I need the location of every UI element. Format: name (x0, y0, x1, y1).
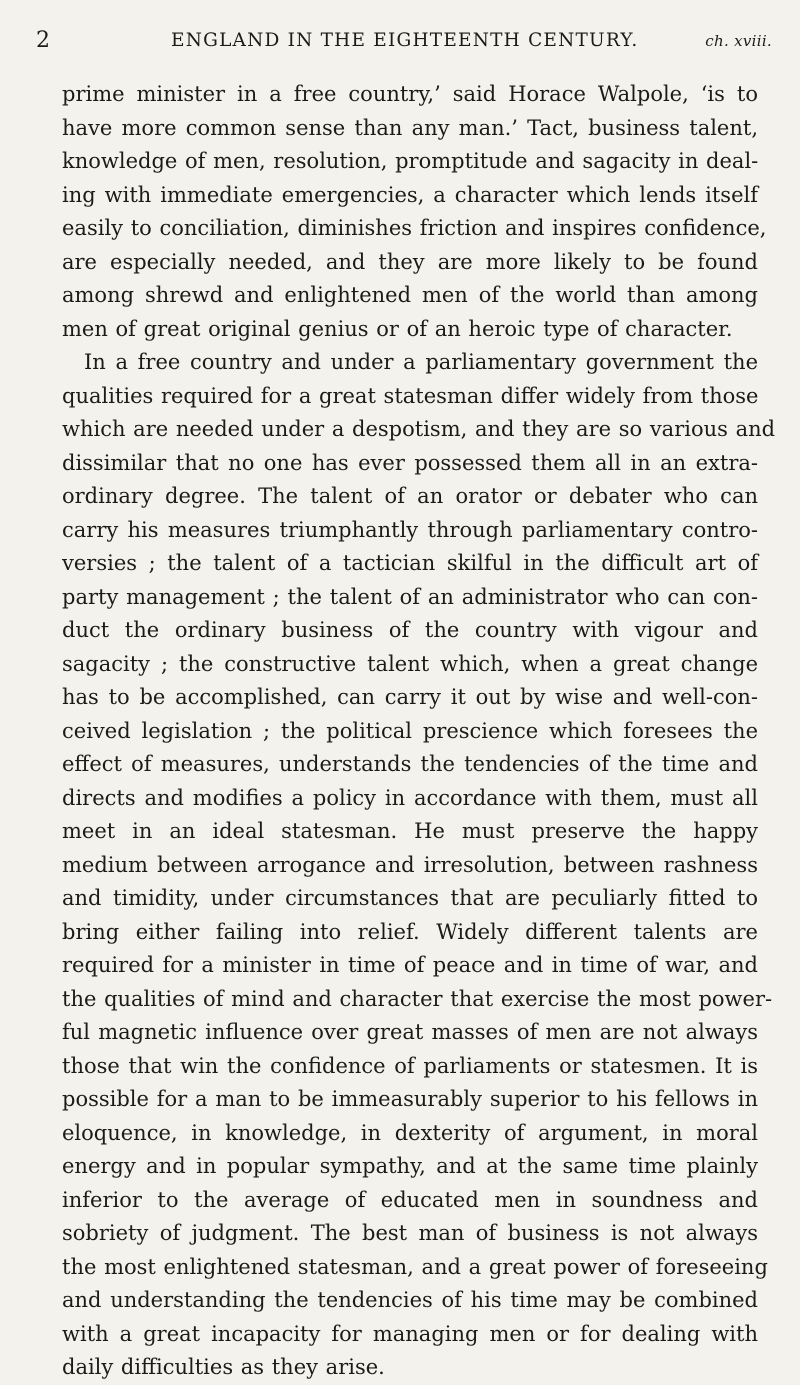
text-line: which are needed under a despotism, and they are so various and (62, 417, 776, 441)
text-line: ful magnetic influence over great masses of men are not always (62, 1020, 758, 1044)
text-line: have more common sense than any man.’ Tact, business talent, (62, 115, 758, 140)
text-line: required for a minister in time of peace and in time of war, and (62, 953, 758, 977)
text-line: eloquence, in knowledge, in dexterity of argument, in moral (62, 1120, 758, 1145)
text-line: those that win the confidence of parliaments or statesmen. It is (62, 1053, 758, 1078)
text-line: are especially needed, and they are more likely to be found (62, 249, 758, 274)
text-line: ing with immediate emergencies, a character which lends itself (62, 182, 758, 207)
text-line: sobriety of judgment. The best man of business is not always (62, 1221, 758, 1245)
text-line: medium between arrogance and irresolution, between rashness (62, 852, 758, 877)
text-line: party management ; the talent of an administrator who can con- (62, 584, 758, 609)
text-line: versies ; the talent of a tactician skilful in the difficult art of (62, 551, 758, 575)
text-line: effect of measures, understands the tendencies of the time and (62, 752, 758, 776)
text-line: the qualities of mind and character that exercise the most power- (62, 986, 773, 1011)
text-line: ceived legislation ; the political prescience which foresees the (62, 718, 758, 743)
page-number: 2 (36, 28, 51, 53)
text-line: ordinary degree. The talent of an orator or debater who can (62, 484, 758, 508)
chapter-reference: ch. xviii. (705, 32, 772, 50)
text-line: knowledge of men, resolution, promptitude and sagacity in deal- (62, 149, 759, 173)
text-line: with a great incapacity for managing men or for dealing with (62, 1321, 758, 1346)
text-line: possible for a man to be immeasurably superior to his fellows in (62, 1087, 758, 1111)
text-line: sagacity ; the constructive talent which, when a great change (62, 651, 758, 676)
text-line: men of great original genius or of an heroic type of character. (62, 316, 733, 341)
text-line: directs and modifies a policy in accordance with them, must all (62, 785, 758, 810)
text-line: bring either failing into relief. Widely different talents are (62, 919, 758, 944)
text-line: dissimilar that no one has ever possessed them all in an extra- (62, 450, 758, 475)
text-line: the most enlightened statesman, and a great power of foreseeing (62, 1254, 768, 1279)
text-line: prime minister in a free country,’ said Horace Walpole, ‘is to (62, 82, 758, 106)
text-line: In a free country and under a parliamentary government the (84, 350, 758, 374)
running-title: ENGLAND IN THE EIGHTEENTH CENTURY. (171, 30, 639, 51)
text-line: daily difficulties as they arise. (62, 1355, 385, 1379)
text-line: energy and in popular sympathy, and at the same time plainly (62, 1154, 758, 1178)
text-line: qualities required for a great statesman differ widely from those (62, 383, 759, 408)
text-line: has to be accomplished, can carry it out by wise and well-con- (62, 685, 758, 709)
text-line: duct the ordinary business of the country with vigour and (62, 618, 758, 642)
text-line: easily to conciliation, diminishes friction and inspires confidence, (62, 216, 767, 240)
text-line: and understanding the tendencies of his time may be combined (62, 1288, 758, 1312)
body-text (62, 78, 776, 1385)
text-line: carry his measures triumphantly through parliamentary contro- (62, 517, 758, 542)
text-line: and timidity, under circumstances that are peculiarly fitted to (62, 886, 758, 910)
running-head (36, 28, 772, 56)
text-line: among shrewd and enlightened men of the world than among (62, 283, 758, 307)
text-line: inferior to the average of educated men in soundness and (62, 1187, 758, 1212)
text-line: meet in an ideal statesman. He must preserve the happy (62, 819, 758, 843)
